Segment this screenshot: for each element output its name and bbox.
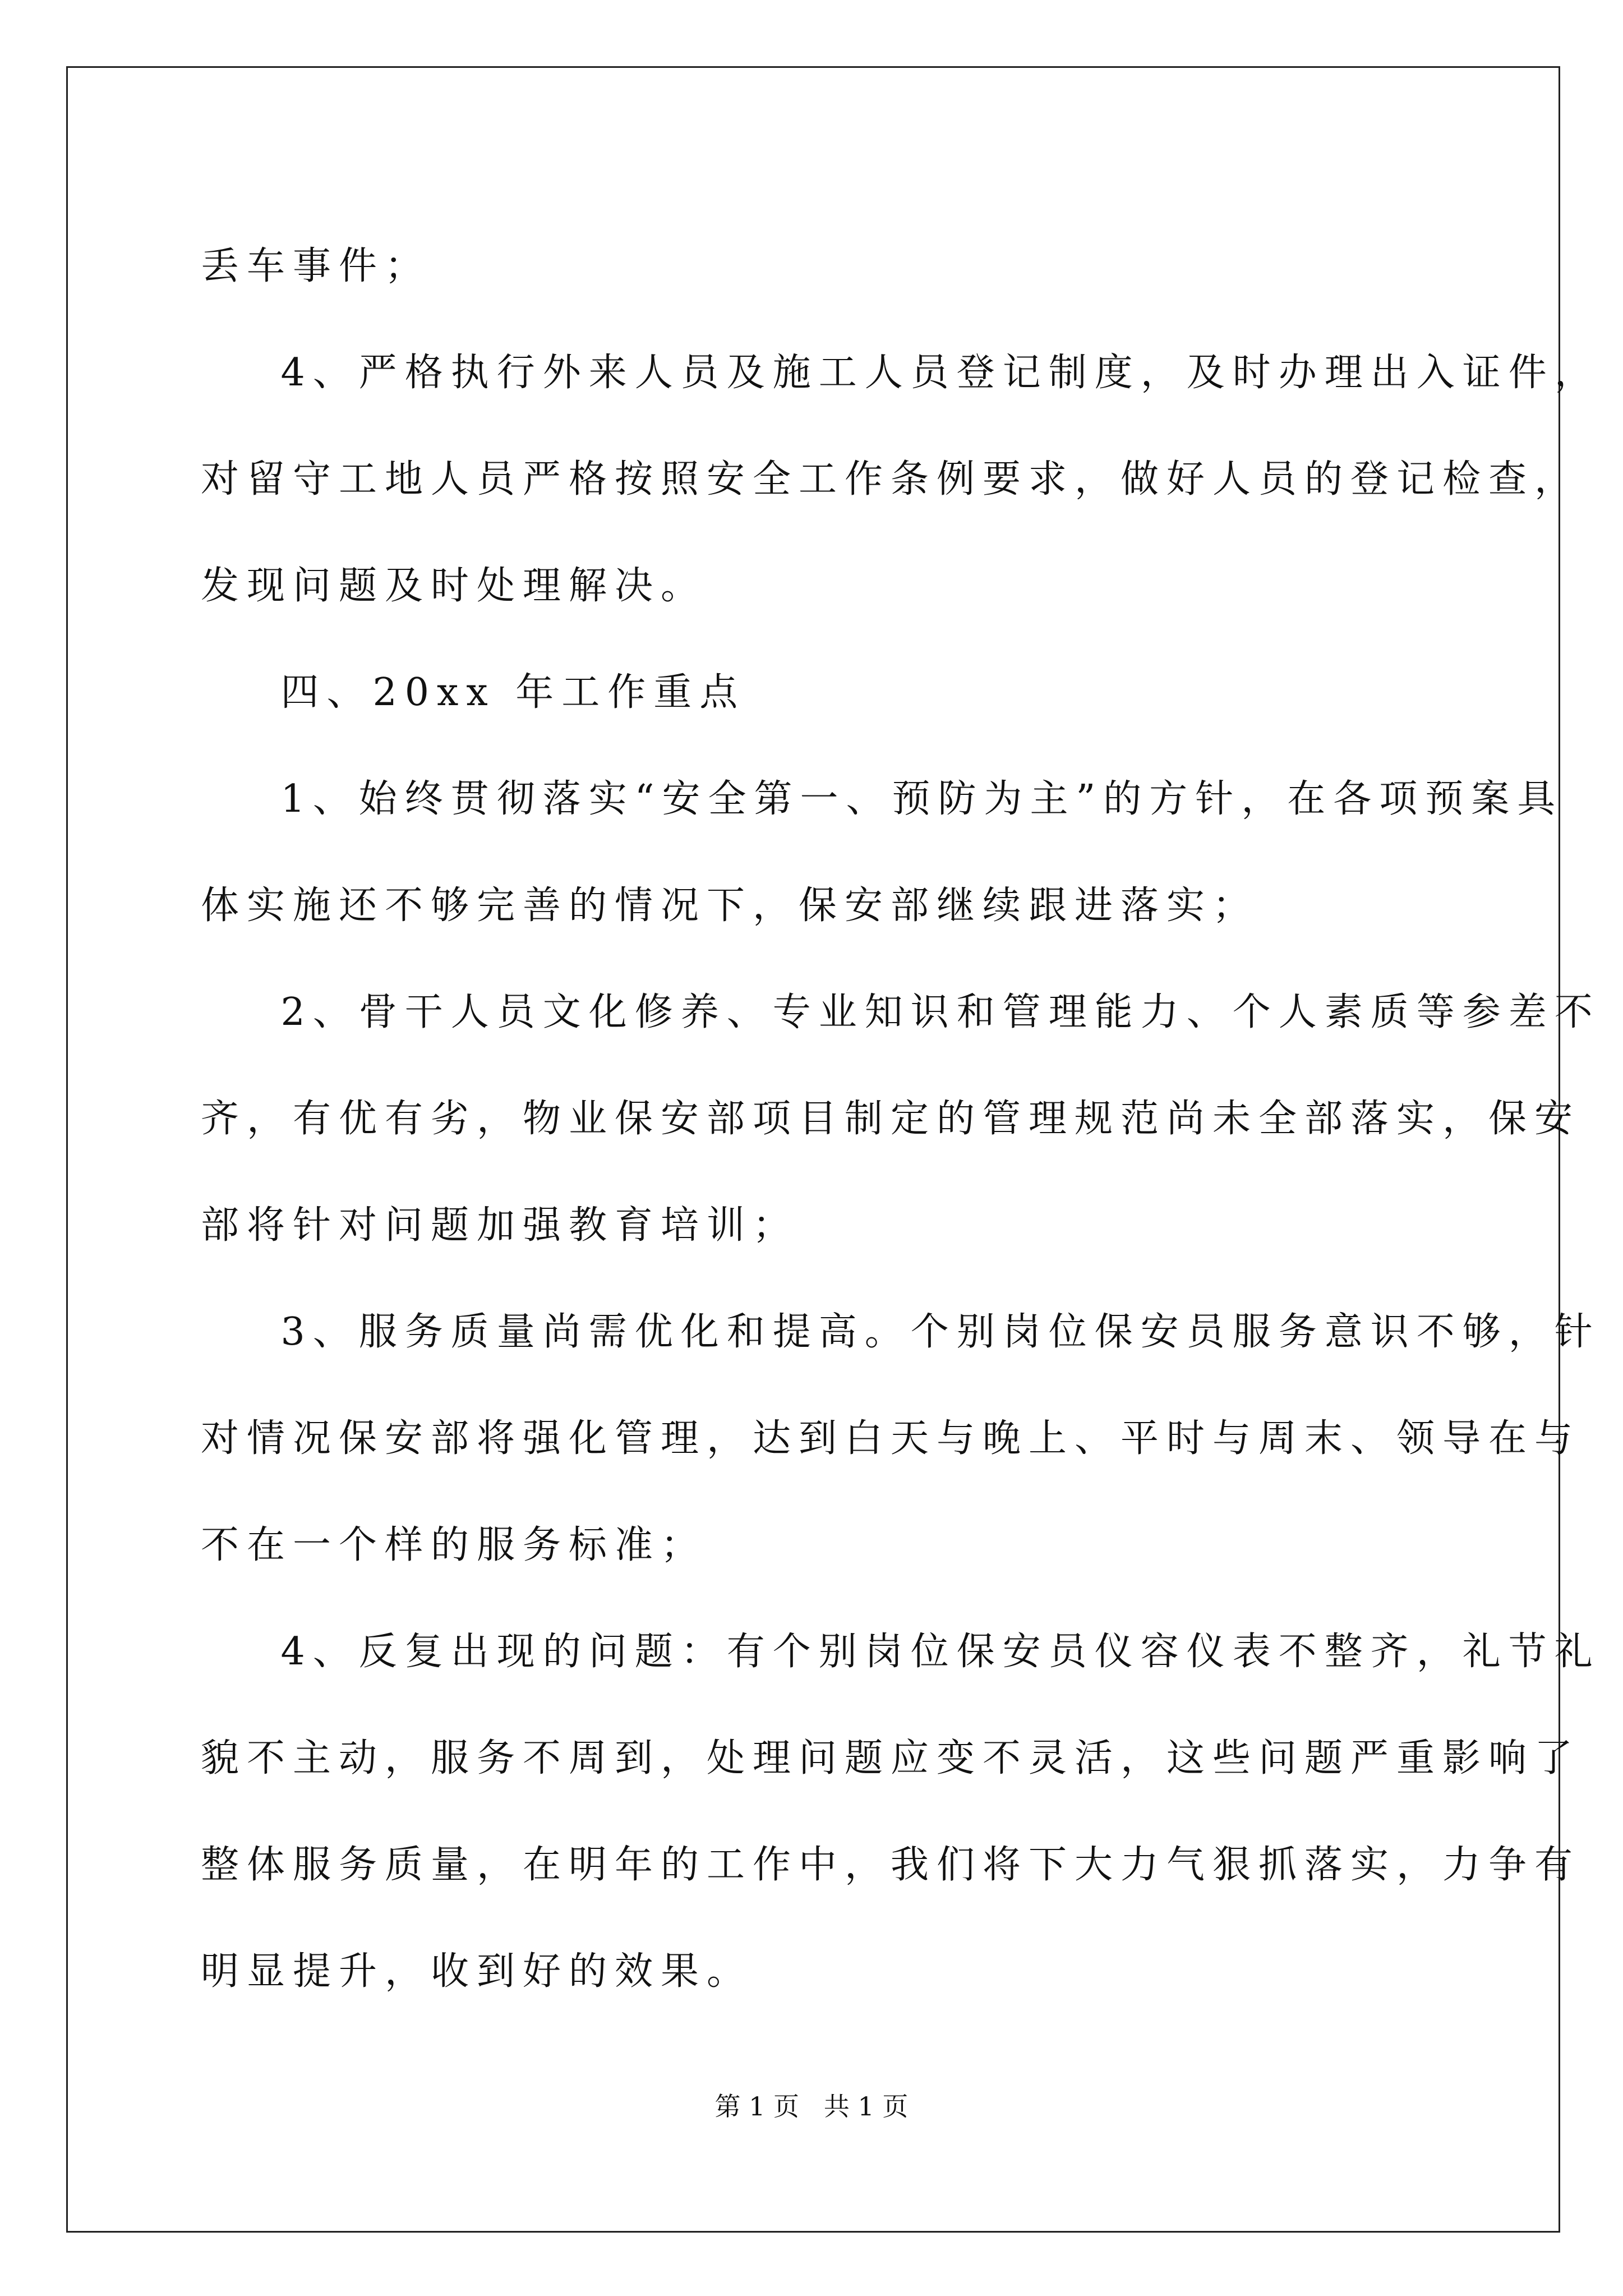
text-line: 部将针对问题加强教育培训； (201, 1203, 799, 1248)
text-line: 3、服务质量尚需优化和提高。个别岗位保安员服务意识不够，针 (201, 1310, 1601, 1354)
page-number-footer: 第 1 页 共 1 页 (714, 2091, 909, 2122)
text-line: 丢车事件； (201, 244, 431, 288)
text-line: 整体服务质量，在明年的工作中，我们将下大力气狠抓落实，力争有 (201, 1843, 1581, 1887)
text-line: 2、骨干人员文化修养、专业知识和管理能力、个人素质等参差不 (201, 990, 1601, 1034)
text-line: 体实施还不够完善的情况下，保安部继续跟进落实； (201, 884, 1259, 928)
text-line: 对留守工地人员严格按照安全工作条例要求，做好人员的登记检查， (201, 457, 1581, 501)
text-line: 对情况保安部将强化管理，达到白天与晚上、平时与周末、领导在与 (201, 1416, 1581, 1461)
text-line: 1、始终贯彻落实“安全第一、预防为主”的方针，在各项预案具 (201, 777, 1564, 821)
document-body (201, 213, 1601, 2025)
section-heading: 四、20xx 年工作重点 (201, 670, 746, 715)
text-line: 4、严格执行外来人员及施工人员登记制度，及时办理出入证件， (201, 351, 1601, 395)
text-line: 不在一个样的服务标准； (201, 1523, 707, 1567)
text-line: 发现问题及时处理解决。 (201, 564, 707, 608)
text-line: 貌不主动，服务不周到，处理问题应变不灵活，这些问题严重影响了 (201, 1736, 1581, 1780)
text-line: 齐，有优有劣，物业保安部项目制定的管理规范尚未全部落实，保安 (201, 1097, 1581, 1141)
text-line: 4、反复出现的问题：有个别岗位保安员仪容仪表不整齐，礼节礼 (201, 1630, 1601, 1674)
text-line: 明显提升，收到好的效果。 (201, 1949, 753, 1994)
